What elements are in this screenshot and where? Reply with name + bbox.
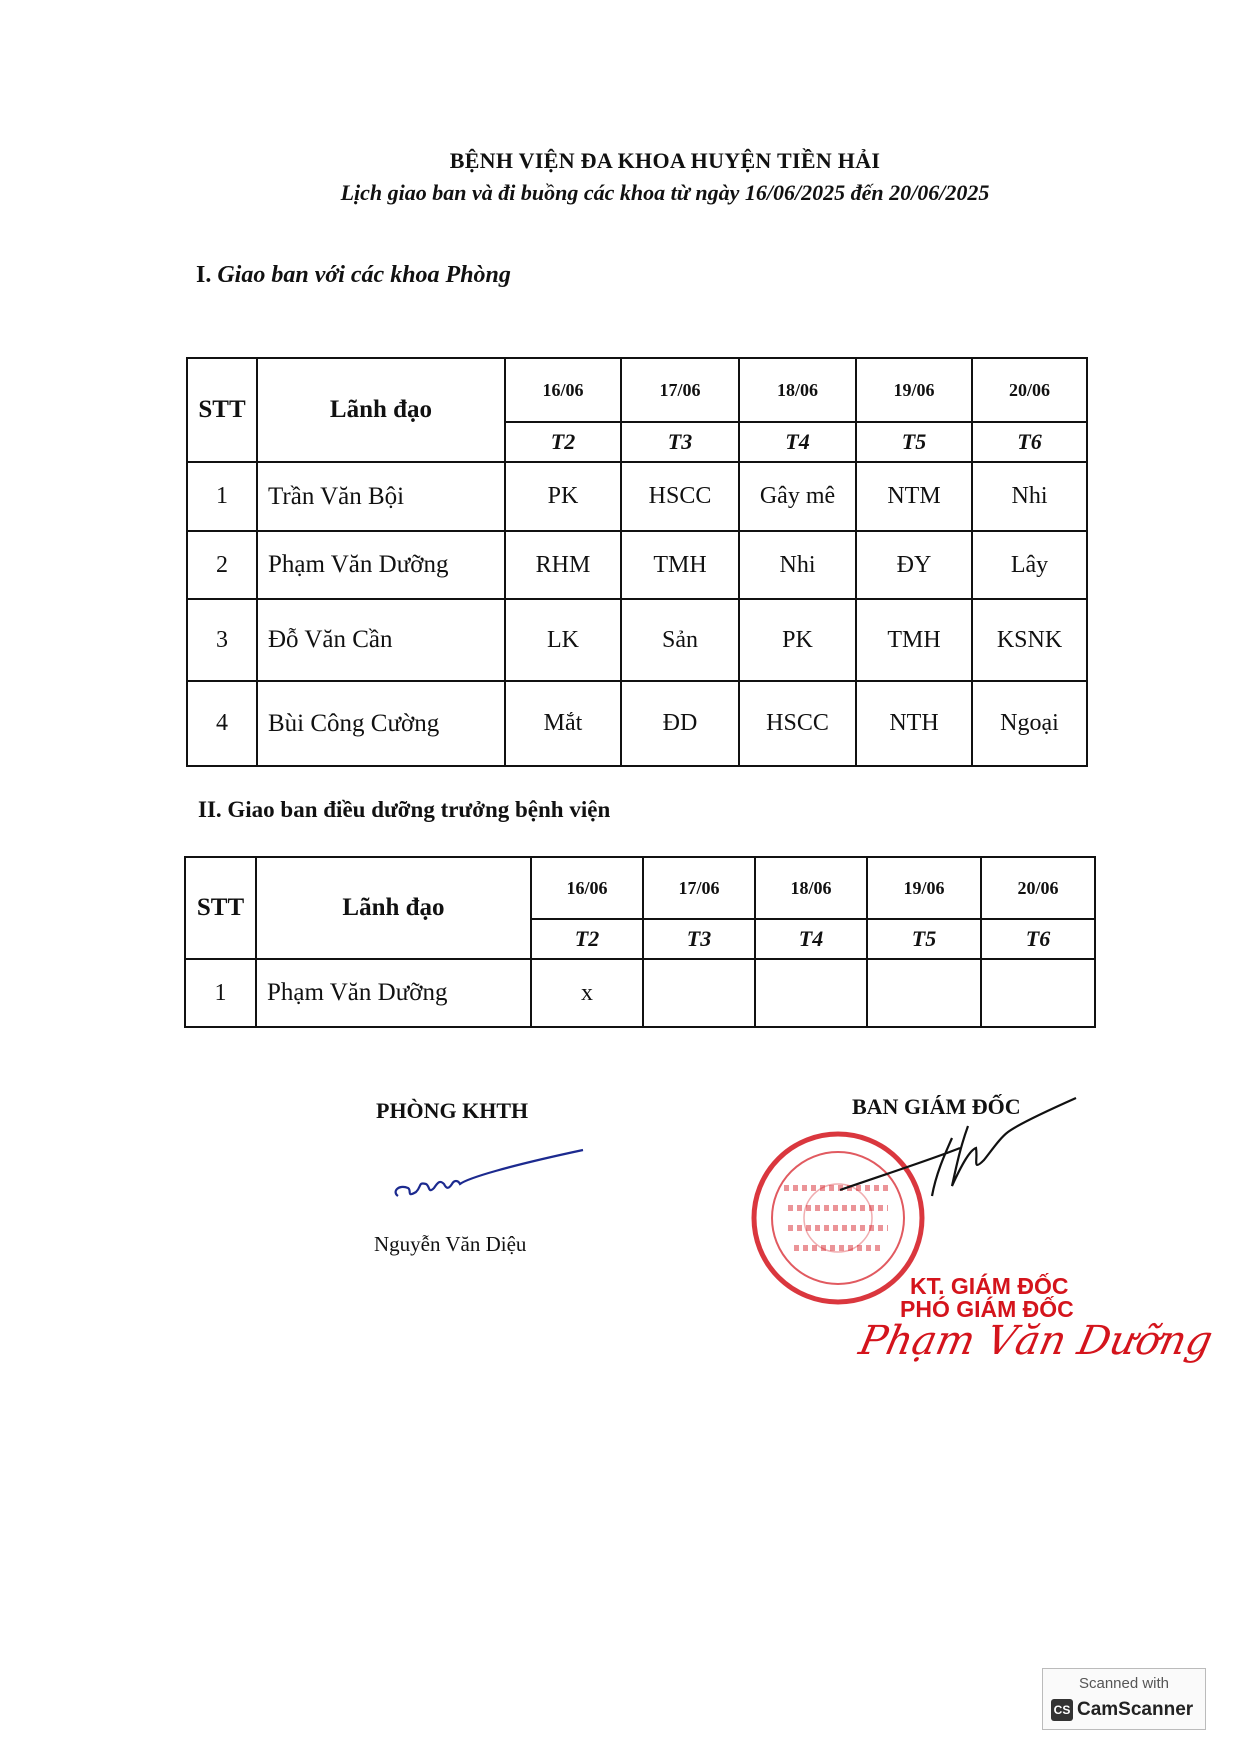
date-header: 18/06	[755, 857, 867, 919]
stt-cell: 2	[187, 531, 257, 599]
leader-name-cell: Đỗ Văn Cần	[257, 599, 505, 681]
department-cell: Nhi	[972, 462, 1087, 531]
leader-name-cell: Phạm Văn Dưỡng	[256, 959, 531, 1027]
kt-director-label: KT. GIÁM ĐỐC	[910, 1273, 1069, 1299]
stt-cell: 4	[187, 681, 257, 766]
schedule-cell	[643, 959, 755, 1027]
schedule-cell	[981, 959, 1095, 1027]
department-cell: ĐY	[856, 531, 972, 599]
day-header: T6	[972, 422, 1087, 462]
camscanner-logo-icon: CS	[1051, 1699, 1073, 1721]
col-leader-header: Lãnh đạo	[257, 358, 505, 462]
table-row	[187, 462, 1087, 531]
department-cell: PK	[739, 599, 856, 681]
department-cell: HSCC	[739, 681, 856, 766]
department-cell: Gây mê	[739, 462, 856, 531]
watermark-line2: CamScanner	[1077, 1699, 1194, 1720]
date-header: 17/06	[643, 857, 755, 919]
department-cell: LK	[505, 599, 621, 681]
schedule-cell: x	[531, 959, 643, 1027]
leader-schedule-table	[186, 357, 1088, 767]
deputy-director-label: PHÓ GIÁM ĐỐC	[900, 1296, 1074, 1322]
department-cell: TMH	[856, 599, 972, 681]
department-cell: Sản	[621, 599, 739, 681]
section1-number: I.	[196, 262, 212, 288]
stt-cell: 1	[187, 462, 257, 531]
day-header: T2	[505, 422, 621, 462]
date-header: 20/06	[981, 857, 1095, 919]
day-header: T5	[867, 919, 981, 959]
department-cell: NTM	[856, 462, 972, 531]
stt-cell: 3	[187, 599, 257, 681]
department-cell: KSNK	[972, 599, 1087, 681]
department-cell: HSCC	[621, 462, 739, 531]
stt-cell: 1	[185, 959, 256, 1027]
date-header: 16/06	[531, 857, 643, 919]
khth-department-title: PHÒNG KHTH	[376, 1098, 529, 1123]
section1-heading	[196, 262, 511, 289]
day-header: T3	[621, 422, 739, 462]
date-header: 18/06	[739, 358, 856, 422]
date-header: 19/06	[867, 857, 981, 919]
col-stt-header: STT	[187, 358, 257, 462]
khth-signer-name: Nguyễn Văn Diệu	[374, 1232, 527, 1256]
board-of-directors-title: BAN GIÁM ĐỐC	[852, 1094, 1021, 1119]
col-stt-header: STT	[185, 857, 256, 959]
department-cell: Mắt	[505, 681, 621, 766]
watermark-line1: Scanned with	[1078, 1675, 1170, 1692]
schedule-cell	[755, 959, 867, 1027]
date-header: 19/06	[856, 358, 972, 422]
table-row	[187, 531, 1087, 599]
department-cell: RHM	[505, 531, 621, 599]
table-row	[187, 681, 1087, 766]
day-header: T6	[981, 919, 1095, 959]
leader-name-cell: Bùi Công Cường	[257, 681, 505, 766]
date-header: 20/06	[972, 358, 1087, 422]
department-cell: NTH	[856, 681, 972, 766]
day-header: T4	[755, 919, 867, 959]
director-signature-icon	[840, 1098, 1080, 1208]
hospital-title: BỆNH VIỆN ĐA KHOA HUYỆN TIỀN HẢI	[449, 148, 881, 173]
section1-title: Giao ban với các khoa Phòng	[217, 262, 511, 288]
camscanner-watermark	[1042, 1668, 1206, 1730]
section2-heading: II. Giao ban điều dưỡng trưởng bệnh viện	[198, 797, 611, 822]
department-cell: PK	[505, 462, 621, 531]
day-header: T3	[643, 919, 755, 959]
schedule-subtitle: Lịch giao ban và đi buồng các khoa từ ngày 16/06/2025 đến 20/06/2025	[340, 180, 990, 205]
nursing-schedule-table	[184, 856, 1096, 1028]
table-row	[185, 959, 1095, 1027]
day-header: T5	[856, 422, 972, 462]
leader-name-cell: Phạm Văn Dưỡng	[257, 531, 505, 599]
schedule-cell	[867, 959, 981, 1027]
leader-name-cell: Trần Văn Bội	[257, 462, 505, 531]
department-cell: TMH	[621, 531, 739, 599]
date-header: 17/06	[621, 358, 739, 422]
day-header: T2	[531, 919, 643, 959]
left-signature-icon	[388, 1138, 588, 1208]
department-cell: Ngoại	[972, 681, 1087, 766]
department-cell: Lây	[972, 531, 1087, 599]
deputy-director-name: Phạm Văn Dưỡng	[855, 1318, 1217, 1364]
col-leader-header: Lãnh đạo	[256, 857, 531, 959]
department-cell: Nhi	[739, 531, 856, 599]
table-row	[187, 599, 1087, 681]
department-cell: ĐD	[621, 681, 739, 766]
day-header: T4	[739, 422, 856, 462]
date-header: 16/06	[505, 358, 621, 422]
